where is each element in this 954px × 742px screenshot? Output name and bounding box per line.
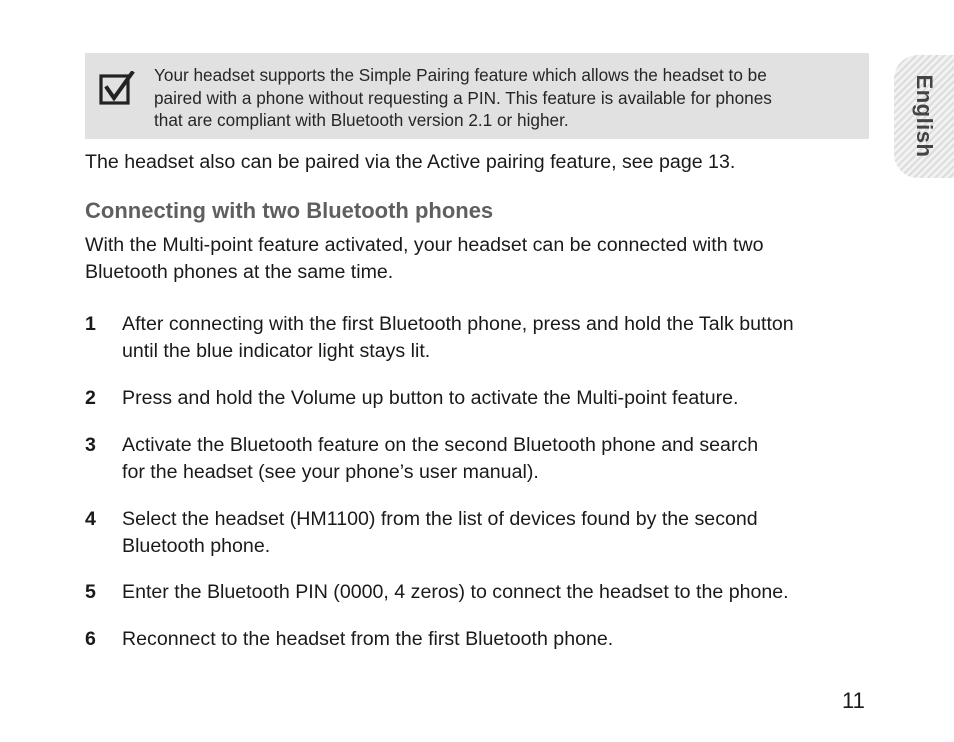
- step-line: Select the headset (HM1100) from the list of devices found by the second: [122, 508, 758, 530]
- section-line: Bluetooth phones at the same time.: [85, 260, 394, 283]
- step-line: Bluetooth phone.: [122, 534, 271, 557]
- step-number: 1: [85, 313, 96, 335]
- step-line: Press and hold the Volume up button to activate the Multi-point feature.: [122, 387, 739, 409]
- step-number: 3: [85, 434, 96, 456]
- note-line: that are compliant with Bluetooth version 2.1 or higher.: [154, 110, 569, 130]
- step-text: [122, 506, 862, 559]
- step-number: 5: [85, 581, 96, 603]
- intro-paragraph: The headset also can be paired via the Active pairing feature, see page 13.: [85, 151, 736, 173]
- section-heading: Connecting with two Bluetooth phones: [85, 198, 494, 223]
- note-box: [85, 53, 869, 139]
- note-text: [154, 64, 854, 132]
- language-tab-label: English: [912, 74, 937, 158]
- page-number: 11: [842, 688, 865, 713]
- step-text: [122, 311, 862, 364]
- step-text: [122, 626, 862, 653]
- step-line: Reconnect to the headset from the first Bluetooth phone.: [122, 628, 614, 650]
- step-line: After connecting with the first Bluetooth phone, press and hold the Talk button: [122, 313, 794, 335]
- step-text: [122, 579, 862, 606]
- step-line: Enter the Bluetooth PIN (0000, 4 zeros) to connect the headset to the phone.: [122, 581, 789, 603]
- note-line: paired with a phone without requesting a PIN. This feature is available for phones: [154, 87, 772, 108]
- step-text: [122, 432, 862, 485]
- section-line: With the Multi-point feature activated, your headset can be connected with two: [85, 234, 764, 256]
- checkbox-icon: [99, 71, 135, 107]
- note-line: Your headset supports the Simple Pairing feature which allows the headset to be: [154, 65, 767, 85]
- step-number: 4: [85, 508, 96, 530]
- step-line: until the blue indicator light stays lit.: [122, 339, 431, 362]
- step-line: for the headset (see your phone’s user manual).: [122, 460, 539, 483]
- step-line: Activate the Bluetooth feature on the second Bluetooth phone and search: [122, 434, 759, 456]
- step-number: 6: [85, 628, 96, 650]
- step-number: 2: [85, 387, 96, 409]
- language-tab: [894, 55, 954, 178]
- section-paragraph: [85, 232, 845, 285]
- step-text: [122, 385, 862, 412]
